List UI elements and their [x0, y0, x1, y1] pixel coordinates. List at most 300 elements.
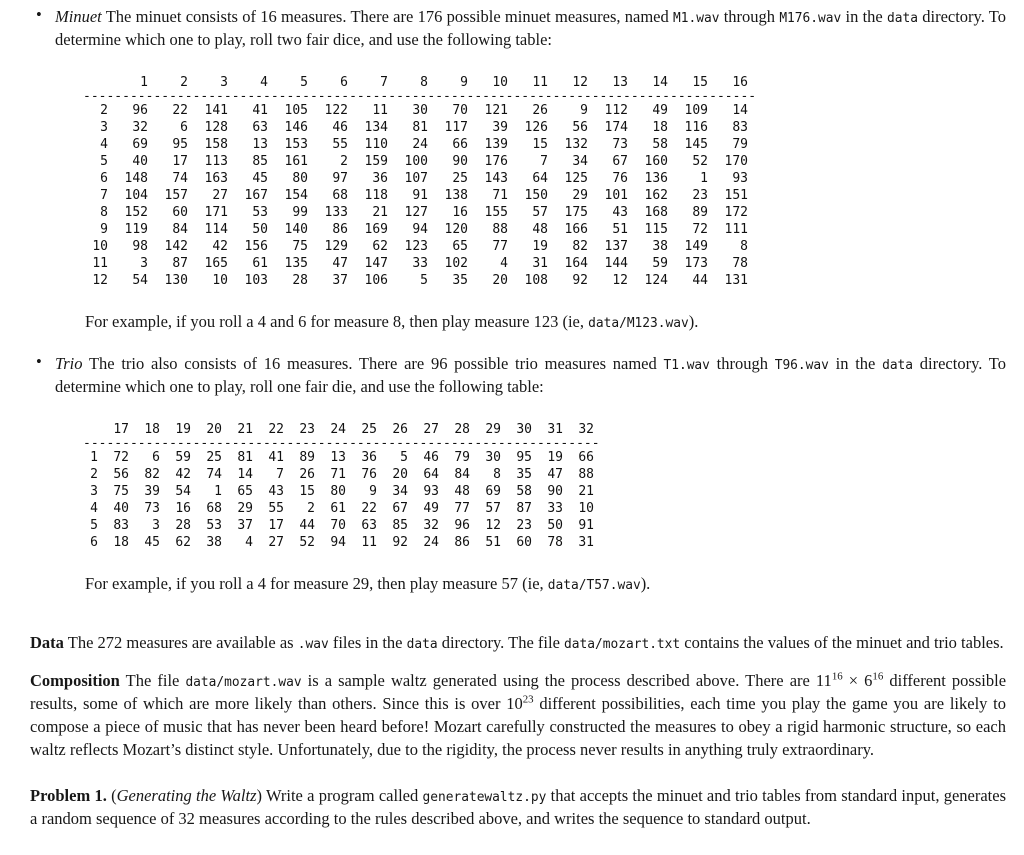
column-header: 27 [423, 421, 439, 437]
table-cell: 154 [284, 187, 308, 203]
table-cell: 135 [284, 255, 308, 271]
column-header: 17 [113, 421, 129, 437]
table-cell: 3 [152, 517, 160, 533]
table-cell: 41 [268, 449, 284, 465]
table-cell: 153 [284, 136, 308, 152]
minuet-table [83, 74, 1006, 289]
table-cell: 173 [684, 255, 708, 271]
table-cell: 164 [564, 255, 588, 271]
table-cell: 17 [172, 153, 188, 169]
table-cell: 81 [412, 119, 428, 135]
row-label: 7 [100, 187, 108, 203]
table-row [83, 483, 1006, 500]
inline-code: T96.wav [774, 358, 829, 374]
table-cell: 66 [452, 136, 468, 152]
row-label: 4 [90, 500, 98, 516]
table-cell: 91 [578, 517, 594, 533]
column-header: 16 [732, 74, 748, 90]
table-cell: 109 [684, 102, 708, 118]
inline-code: data/T57.wav [547, 577, 641, 593]
column-header: 4 [260, 74, 268, 90]
table-cell: 3 [140, 255, 148, 271]
column-header: 19 [175, 421, 191, 437]
table-cell: 83 [113, 517, 129, 533]
table-cell: 37 [237, 517, 253, 533]
table-cell: 2 [340, 153, 348, 169]
table-cell: 66 [578, 449, 594, 465]
column-header: 1 [140, 74, 148, 90]
column-header: 11 [532, 74, 548, 90]
table-cell: 157 [164, 187, 188, 203]
table-cell: 11 [361, 534, 377, 550]
table-cell: 128 [204, 119, 228, 135]
table-cell: 73 [612, 136, 628, 152]
table-cell: 58 [652, 136, 668, 152]
table-cell: 103 [244, 272, 268, 288]
table-cell: 59 [652, 255, 668, 271]
column-header: 2 [180, 74, 188, 90]
table-cell: 114 [204, 221, 228, 237]
table-cell: 4 [500, 255, 508, 271]
table-cell: 90 [452, 153, 468, 169]
table-row [83, 187, 1006, 204]
table-cell: 113 [204, 153, 228, 169]
table-cell: 68 [332, 187, 348, 203]
composition-paragraph [30, 670, 1006, 761]
column-header: 10 [492, 74, 508, 90]
table-cell: 158 [204, 136, 228, 152]
table-cell: 55 [268, 500, 284, 516]
table-cell: 8 [493, 466, 501, 482]
table-cell: 123 [404, 238, 428, 254]
table-cell: 58 [516, 483, 532, 499]
table-row [83, 517, 1006, 534]
table-cell: 72 [113, 449, 129, 465]
table-cell: 14 [732, 102, 748, 118]
trio-paragraph [55, 353, 1006, 399]
table-cell: 52 [299, 534, 315, 550]
text-segment: ) Write a program called [256, 786, 423, 806]
table-cell: 24 [423, 534, 439, 550]
table-cell: 52 [692, 153, 708, 169]
table-cell: 41 [252, 102, 268, 118]
table-row [83, 500, 1006, 517]
table-cell: 168 [644, 204, 668, 220]
table-cell: 55 [332, 136, 348, 152]
table-cell: 99 [292, 204, 308, 220]
table-cell: 53 [252, 204, 268, 220]
table-cell: 71 [492, 187, 508, 203]
table-cell: 15 [299, 483, 315, 499]
table-cell: 83 [732, 119, 748, 135]
table-row [83, 238, 1006, 255]
text-segment: in the [841, 7, 888, 26]
text-segment: in the [828, 354, 883, 374]
table-cell: 87 [516, 500, 532, 516]
row-label: 2 [90, 466, 98, 482]
table-cell: 126 [524, 119, 548, 135]
text-segment: The file [119, 671, 186, 691]
table-cell: 72 [692, 221, 708, 237]
table-row [83, 153, 1006, 170]
table-cell: 84 [454, 466, 470, 482]
table-cell: 143 [484, 170, 508, 186]
table-cell: 35 [452, 272, 468, 288]
row-label: 1 [90, 449, 98, 465]
table-cell: 90 [547, 483, 563, 499]
table-cell: 37 [332, 272, 348, 288]
table-cell: 46 [332, 119, 348, 135]
table-cell: 38 [652, 238, 668, 254]
table-cell: 69 [485, 483, 501, 499]
text-segment: Data [30, 632, 64, 652]
row-label: 8 [100, 204, 108, 220]
table-cell: 32 [423, 517, 439, 533]
table-cell: 110 [364, 136, 388, 152]
table-cell: 47 [547, 466, 563, 482]
table-cell: 97 [332, 170, 348, 186]
table-cell: 22 [361, 500, 377, 516]
table-cell: 27 [212, 187, 228, 203]
table-cell: 165 [204, 255, 228, 271]
table-cell: 78 [732, 255, 748, 271]
data-paragraph [30, 632, 1006, 655]
table-cell: 40 [132, 153, 148, 169]
table-cell: 25 [452, 170, 468, 186]
table-cell: 12 [485, 517, 501, 533]
table-cell: 69 [132, 136, 148, 152]
text-segment: ). [640, 573, 651, 593]
table-cell: 29 [572, 187, 588, 203]
column-header: 22 [268, 421, 284, 437]
text-segment: directory. To determine which one to play, roll two fair dice, and use the following table: [55, 7, 1006, 49]
table-cell: 63 [252, 119, 268, 135]
table-cell: 124 [644, 272, 668, 288]
table-cell: 125 [564, 170, 588, 186]
column-header: 29 [485, 421, 501, 437]
table-row [83, 204, 1006, 221]
column-header: 13 [612, 74, 628, 90]
row-label: 3 [90, 483, 98, 499]
trio-table [83, 421, 1006, 551]
table-cell: 45 [252, 170, 268, 186]
table-cell: 4 [245, 534, 253, 550]
table-cell: 67 [392, 500, 408, 516]
table-cell: 34 [392, 483, 408, 499]
table-cell: 57 [532, 204, 548, 220]
table-cell: 145 [684, 136, 708, 152]
table-cell: 93 [423, 483, 439, 499]
text-segment: directory. To determine which one to play, roll one fair die, and use the following table: [55, 354, 1006, 397]
row-label: 6 [100, 170, 108, 186]
table-cell: 26 [532, 102, 548, 118]
table-cell: 43 [612, 204, 628, 220]
table-cell: 76 [612, 170, 628, 186]
table-cell: 16 [175, 500, 191, 516]
table-cell: 44 [299, 517, 315, 533]
row-label: 10 [92, 238, 108, 254]
minuet-paragraph [55, 6, 1006, 52]
table-cell: 63 [361, 517, 377, 533]
table-cell: 24 [412, 136, 428, 152]
table-cell: 111 [724, 221, 748, 237]
column-header: 8 [420, 74, 428, 90]
table-cell: 48 [532, 221, 548, 237]
table-cell: 166 [564, 221, 588, 237]
table-cell: 42 [175, 466, 191, 482]
minuet-example [85, 311, 1006, 334]
table-cell: 78 [547, 534, 563, 550]
table-cell: 162 [644, 187, 668, 203]
table-cell: 8 [740, 238, 748, 254]
table-cell: 89 [299, 449, 315, 465]
column-header: 30 [516, 421, 532, 437]
table-cell: 65 [452, 238, 468, 254]
table-cell: 34 [572, 153, 588, 169]
table-cell: 151 [724, 187, 748, 203]
row-label: 5 [100, 153, 108, 169]
table-cell: 1 [214, 483, 222, 499]
column-header: 31 [547, 421, 563, 437]
table-cell: 149 [684, 238, 708, 254]
table-cell: 7 [276, 466, 284, 482]
text-segment: that accepts the minuet and trio tables from standard input, generates a random sequence of 32 measures according to the rules described above, and writes the sequence to standard output. [30, 786, 1007, 829]
inline-code: data [887, 11, 918, 26]
table-cell: 82 [144, 466, 160, 482]
table-cell: 156 [244, 238, 268, 254]
table-cell: 30 [412, 102, 428, 118]
row-label: 9 [100, 221, 108, 237]
table-cell: 5 [420, 272, 428, 288]
row-label: 5 [90, 517, 98, 533]
table-cell: 15 [532, 136, 548, 152]
table-cell: 73 [144, 500, 160, 516]
text-segment: The minuet consists of 16 measures. There are 176 possible minuet measures, named [101, 7, 674, 26]
inline-code: M176.wav [779, 11, 842, 26]
table-cell: 17 [268, 517, 284, 533]
table-row [83, 119, 1006, 136]
table-cell: 68 [206, 500, 222, 516]
table-cell: 9 [580, 102, 588, 118]
table-cell: 169 [364, 221, 388, 237]
table-cell: 26 [299, 466, 315, 482]
column-header: 15 [692, 74, 708, 90]
table-cell: 10 [212, 272, 228, 288]
table-cell: 140 [284, 221, 308, 237]
inline-code: data/M123.wav [588, 315, 689, 331]
table-cell: 80 [292, 170, 308, 186]
text-segment: The 272 measures are available as [63, 632, 298, 652]
table-cell: 175 [564, 204, 588, 220]
text-segment: directory. The file [437, 632, 565, 652]
column-header: 18 [144, 421, 160, 437]
table-row [83, 136, 1006, 153]
column-header: 9 [460, 74, 468, 90]
table-cell: 88 [492, 221, 508, 237]
table-row [83, 102, 1006, 119]
table-cell: 27 [268, 534, 284, 550]
text-segment: For example, if you roll a 4 and 6 for measure 8, then play measure 123 (ie, [85, 311, 589, 331]
table-cell: 6 [152, 449, 160, 465]
table-cell: 18 [113, 534, 129, 550]
table-cell: 7 [540, 153, 548, 169]
table-cell: 172 [724, 204, 748, 220]
table-cell: 75 [113, 483, 129, 499]
table-cell: 104 [124, 187, 148, 203]
inline-code: generatewaltz.py [422, 790, 547, 806]
table-cell: 13 [252, 136, 268, 152]
text-segment: Generating the Waltz [116, 786, 257, 806]
table-cell: 61 [330, 500, 346, 516]
table-cell: 93 [732, 170, 748, 186]
table-cell: 89 [692, 204, 708, 220]
inline-code: data [406, 636, 438, 652]
row-label: 12 [92, 272, 108, 288]
table-cell: 42 [212, 238, 228, 254]
table-cell: 70 [330, 517, 346, 533]
table-cell: 38 [206, 534, 222, 550]
table-cell: 82 [572, 238, 588, 254]
text-segment: 23 [522, 693, 534, 706]
text-segment: ). [688, 311, 699, 331]
table-cell: 46 [423, 449, 439, 465]
table-cell: 132 [564, 136, 588, 152]
table-cell: 147 [364, 255, 388, 271]
table-cell: 91 [412, 187, 428, 203]
table-cell: 148 [124, 170, 148, 186]
table-cell: 137 [604, 238, 628, 254]
table-cell: 95 [172, 136, 188, 152]
table-separator: ------------------------------------------------------------------ [83, 437, 600, 449]
table-cell: 70 [452, 102, 468, 118]
table-cell: 64 [423, 466, 439, 482]
table-cell: 159 [364, 153, 388, 169]
table-row [83, 534, 1006, 551]
table-cell: 71 [330, 466, 346, 482]
table-cell: 108 [524, 272, 548, 288]
table-cell: 161 [284, 153, 308, 169]
column-header: 26 [392, 421, 408, 437]
table-cell: 54 [132, 272, 148, 288]
text-segment: files in the [328, 632, 407, 652]
table-cell: 50 [252, 221, 268, 237]
table-cell: 39 [144, 483, 160, 499]
table-cell: 94 [330, 534, 346, 550]
table-cell: 112 [604, 102, 628, 118]
column-header: 3 [220, 74, 228, 90]
table-cell: 81 [237, 449, 253, 465]
text-segment: Composition [30, 671, 120, 691]
table-cell: 107 [404, 170, 428, 186]
bullet-icon: • [36, 352, 42, 372]
table-cell: 100 [404, 153, 428, 169]
table-cell: 84 [172, 221, 188, 237]
table-cell: 75 [292, 238, 308, 254]
table-cell: 20 [392, 466, 408, 482]
table-cell: 61 [252, 255, 268, 271]
table-cell: 144 [604, 255, 628, 271]
problem1-paragraph [30, 785, 1006, 831]
table-cell: 16 [452, 204, 468, 220]
text-segment: contains the values of the minuet and trio tables. [680, 632, 1004, 652]
table-cell: 86 [332, 221, 348, 237]
table-header-row [83, 421, 1006, 438]
text-segment: different possible results, some of which are more likely than others. Since this is over 10 [30, 671, 1007, 714]
table-cell: 96 [132, 102, 148, 118]
text-segment: Problem 1. [30, 786, 107, 806]
table-cell: 44 [692, 272, 708, 288]
table-row [83, 221, 1006, 238]
text-segment: 16 [831, 670, 843, 683]
table-cell: 155 [484, 204, 508, 220]
text-segment: × 6 [842, 671, 873, 691]
column-header: 14 [652, 74, 668, 90]
table-cell: 59 [175, 449, 191, 465]
inline-code: T1.wav [663, 358, 710, 374]
table-cell: 86 [454, 534, 470, 550]
table-cell: 96 [454, 517, 470, 533]
table-cell: 51 [485, 534, 501, 550]
column-header: 6 [340, 74, 348, 90]
table-cell: 49 [652, 102, 668, 118]
table-cell: 146 [284, 119, 308, 135]
table-cell: 105 [284, 102, 308, 118]
table-row [83, 255, 1006, 272]
table-cell: 40 [113, 500, 129, 516]
table-cell: 88 [578, 466, 594, 482]
table-cell: 98 [132, 238, 148, 254]
table-cell: 141 [204, 102, 228, 118]
inline-code: data/mozart.txt [564, 636, 681, 652]
table-cell: 5 [400, 449, 408, 465]
column-header: 24 [330, 421, 346, 437]
text-segment: The trio also consists of 16 measures. There are 96 possible trio measures named [82, 354, 664, 374]
inline-code: data/mozart.wav [185, 675, 302, 691]
table-header-row [83, 74, 1006, 91]
table-cell: 139 [484, 136, 508, 152]
table-separator: -------------------------------------------------------------------------------------- [83, 90, 757, 102]
column-header: 23 [299, 421, 315, 437]
table-cell: 85 [392, 517, 408, 533]
table-cell: 95 [516, 449, 532, 465]
table-cell: 12 [612, 272, 628, 288]
table-cell: 25 [206, 449, 222, 465]
table-cell: 13 [330, 449, 346, 465]
table-cell: 138 [444, 187, 468, 203]
column-header: 32 [578, 421, 594, 437]
table-cell: 19 [547, 449, 563, 465]
table-cell: 101 [604, 187, 628, 203]
table-cell: 21 [372, 204, 388, 220]
table-cell: 77 [492, 238, 508, 254]
table-cell: 67 [612, 153, 628, 169]
table-cell: 23 [516, 517, 532, 533]
table-cell: 170 [724, 153, 748, 169]
table-cell: 62 [175, 534, 191, 550]
table-cell: 49 [423, 500, 439, 516]
table-cell: 160 [644, 153, 668, 169]
table-cell: 118 [364, 187, 388, 203]
table-cell: 92 [392, 534, 408, 550]
table-cell: 85 [252, 153, 268, 169]
table-cell: 51 [612, 221, 628, 237]
table-cell: 65 [237, 483, 253, 499]
table-cell: 47 [332, 255, 348, 271]
row-label: 6 [90, 534, 98, 550]
table-cell: 9 [369, 483, 377, 499]
table-cell: 115 [644, 221, 668, 237]
table-cell: 28 [292, 272, 308, 288]
